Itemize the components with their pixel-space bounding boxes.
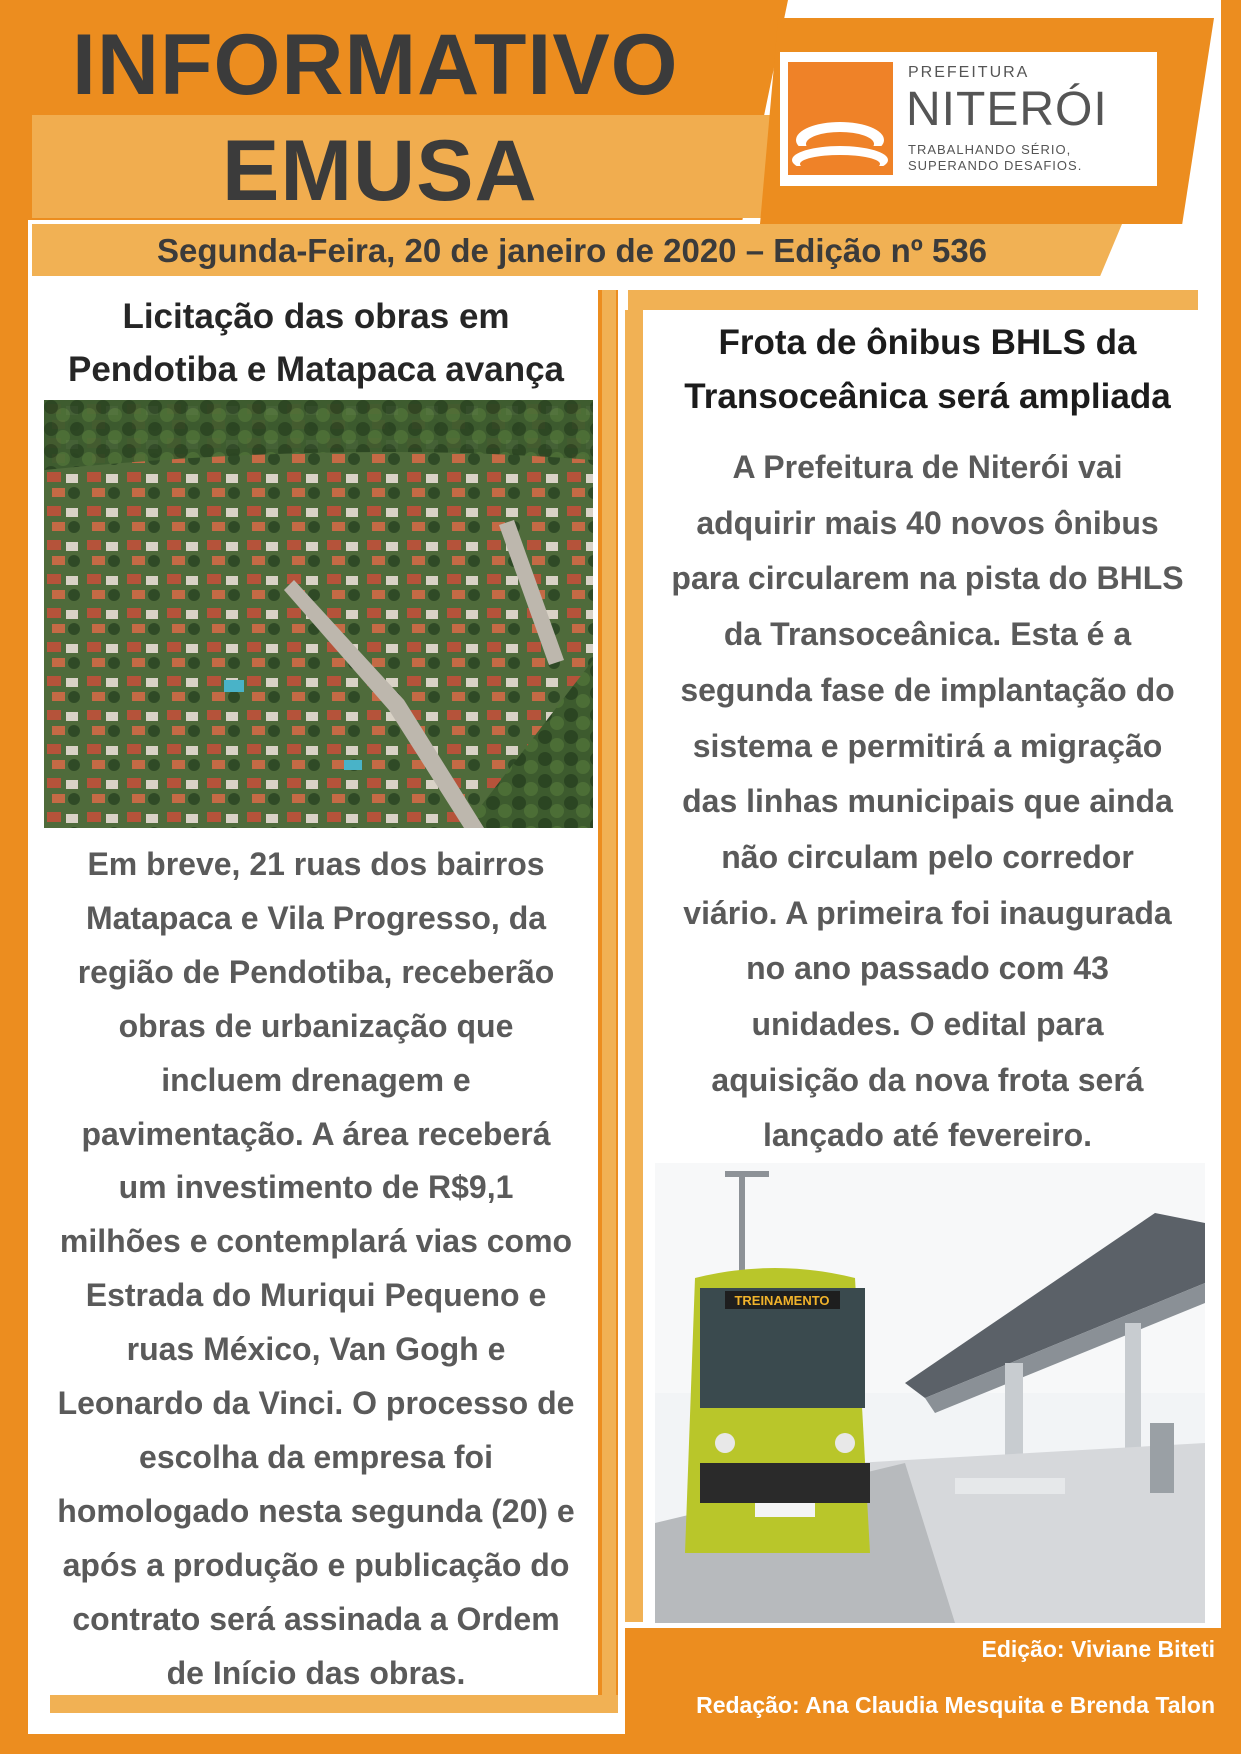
left-body-line: homologado nesta segunda (20) e bbox=[57, 1492, 575, 1529]
left-article-body bbox=[36, 838, 596, 1701]
left-body-line: Matapaca e Vila Progresso, da bbox=[85, 899, 547, 936]
logo-text-prefeitura: PREFEITURA bbox=[908, 64, 1030, 81]
left-body-line: incluem drenagem e bbox=[161, 1061, 471, 1098]
right-body-line: viário. A primeira foi inaugurada bbox=[683, 894, 1172, 931]
right-body-line: segunda fase de implantação do bbox=[680, 671, 1175, 708]
left-headline-line-2: Pendotiba e Matapaca avança bbox=[67, 350, 565, 389]
left-body-line: contrato será assinada a Ordem bbox=[72, 1600, 560, 1637]
masthead-title-line-2: EMUSA bbox=[222, 123, 538, 219]
logo-slogan-line-2: SUPERANDO DESAFIOS. bbox=[908, 158, 1083, 173]
right-body-line: A Prefeitura de Niterói vai bbox=[732, 449, 1123, 485]
credit-edition: Edição: Viviane Biteti bbox=[981, 1636, 1215, 1662]
left-article-headline bbox=[36, 290, 596, 396]
prefeitura-niteroi-logo bbox=[780, 52, 1157, 186]
right-body-line: unidades. O edital para bbox=[751, 1006, 1104, 1043]
left-body-line: Em breve, 21 ruas dos bairros bbox=[87, 846, 545, 882]
left-body-line: escolha da empresa foi bbox=[139, 1438, 493, 1475]
left-body-line: milhões e contemplará vias como bbox=[59, 1223, 573, 1260]
logo-text-niteroi: NITERÓI bbox=[906, 83, 1108, 136]
right-body-line: não circulam pelo corredor bbox=[721, 838, 1134, 875]
left-body-line: obras de urbanização que bbox=[118, 1007, 514, 1044]
page-frame-bottom bbox=[0, 1734, 1241, 1754]
left-body-line: após a produção e publicação do bbox=[62, 1546, 570, 1583]
left-body-line: ruas México, Van Gogh e bbox=[126, 1331, 506, 1368]
bus-destination-sign: TREINAMENTO bbox=[734, 1293, 830, 1308]
masthead-title-line-1: INFORMATIVO bbox=[72, 17, 679, 113]
right-body-line: no ano passado com 43 bbox=[746, 950, 1109, 987]
aerial-neighborhood-photo bbox=[44, 400, 593, 828]
right-body-line: das linhas municipais que ainda bbox=[682, 783, 1173, 820]
page-frame-right bbox=[1221, 0, 1241, 1754]
right-body-line: adquirir mais 40 novos ônibus bbox=[696, 504, 1159, 541]
right-body-line: lançado até fevereiro. bbox=[762, 1117, 1093, 1154]
right-body-line: aquisição da nova frota será bbox=[711, 1061, 1144, 1098]
left-headline-line-1: Licitação das obras em bbox=[122, 297, 510, 336]
left-body-line: um investimento de R$9,1 bbox=[118, 1169, 514, 1206]
logo-slogan-line-1: TRABALHANDO SÉRIO, bbox=[908, 142, 1072, 157]
issue-date-line: Segunda-Feira, 20 de janeiro de 2020 – Edição nº 536 bbox=[156, 232, 988, 269]
left-body-line: região de Pendotiba, receberão bbox=[77, 953, 555, 990]
left-body-line: de Início das obras. bbox=[166, 1654, 466, 1691]
logo-mark-icon bbox=[788, 62, 893, 175]
logo-slogan bbox=[908, 142, 1082, 174]
right-headline-line-2: Transoceânica será ampliada bbox=[684, 377, 1171, 416]
page-frame-left bbox=[0, 0, 28, 1754]
credit-writing: Redação: Ana Claudia Mesquita e Brenda Talon bbox=[696, 1692, 1215, 1718]
left-body-line: Leonardo da Vinci. O processo de bbox=[57, 1385, 575, 1422]
right-column-top-bar bbox=[628, 290, 1198, 310]
right-body-line: para circularem na pista do BHLS bbox=[671, 560, 1184, 597]
right-body-line: sistema e permitirá a migração bbox=[692, 727, 1163, 764]
right-article-headline bbox=[650, 316, 1205, 424]
bus-station-photo bbox=[655, 1163, 1205, 1623]
left-body-line: pavimentação. A área receberá bbox=[81, 1115, 551, 1152]
left-body-line: Estrada do Muriqui Pequeno e bbox=[85, 1277, 547, 1314]
right-body-line: da Transoceânica. Esta é a bbox=[723, 616, 1132, 653]
right-article-body bbox=[650, 440, 1205, 1164]
right-headline-line-1: Frota de ônibus BHLS da bbox=[718, 323, 1137, 362]
right-column-side-bar bbox=[625, 310, 643, 1622]
left-column-divider-inner bbox=[602, 290, 616, 1710]
